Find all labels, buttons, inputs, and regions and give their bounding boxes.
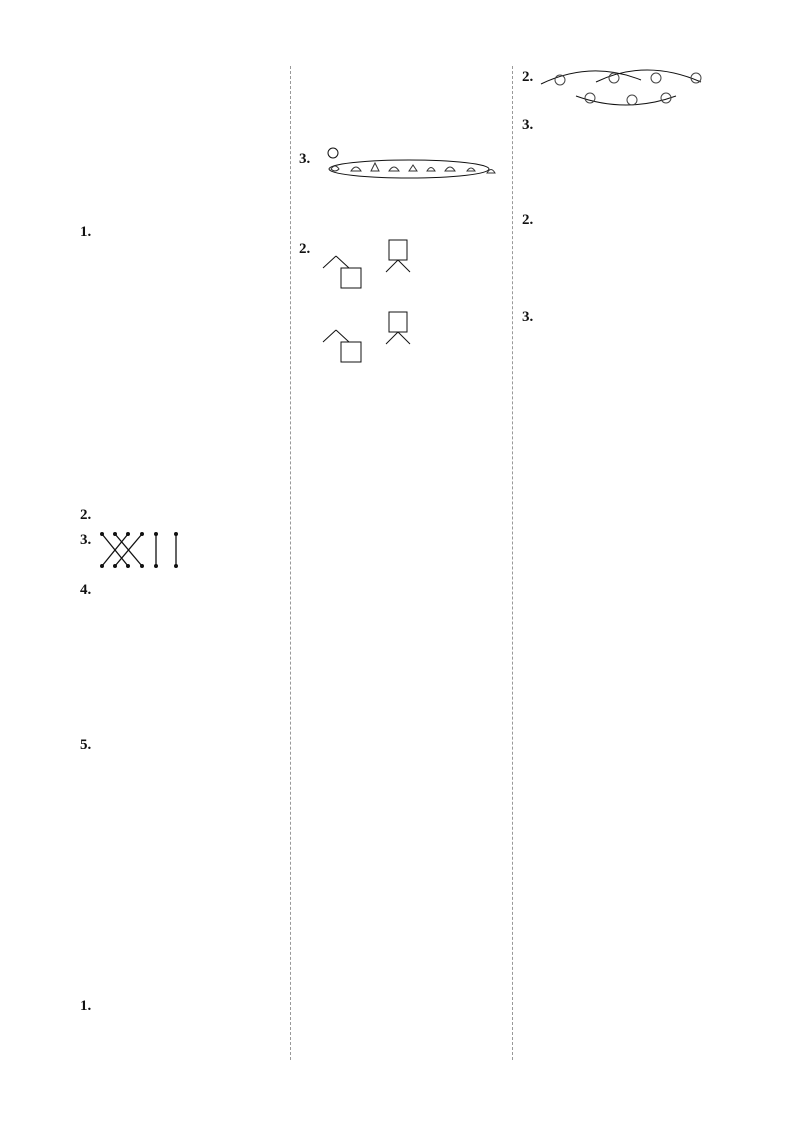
thinking-answer <box>80 912 285 938</box>
answer-line <box>299 121 504 147</box>
answer-row <box>80 784 285 810</box>
answer-row <box>80 630 285 656</box>
thinking-answer <box>299 66 504 92</box>
thinking-answer <box>522 156 722 182</box>
thinking-answer <box>80 143 285 169</box>
friday-q2-figure: 2. <box>522 212 534 229</box>
matching-lines-figure <box>98 530 198 570</box>
section-title <box>522 182 722 208</box>
answer-row <box>80 451 285 477</box>
answer-line <box>80 66 285 92</box>
answer-row <box>80 707 285 733</box>
column-3 <box>522 66 722 452</box>
answer-line: 3. <box>299 147 504 183</box>
week-title <box>80 938 285 968</box>
answer-row: 5. <box>80 736 92 753</box>
answer-row <box>80 655 285 681</box>
answer-row <box>80 758 285 784</box>
answer-line: 3. <box>522 308 534 325</box>
monday-q1-answers <box>80 994 285 1020</box>
section-title <box>80 968 285 994</box>
thinking-answer <box>299 378 504 404</box>
section-title <box>522 279 722 305</box>
answer-row <box>80 400 285 426</box>
weekend-q1-answers <box>80 220 285 503</box>
answer-row <box>80 477 285 503</box>
column-separator <box>290 66 291 1060</box>
answer-line: 3. <box>80 528 285 578</box>
answer-row: 1. <box>80 224 92 241</box>
answer-note <box>522 426 722 452</box>
answer-row <box>80 246 285 272</box>
answer-row: 1. <box>80 997 92 1014</box>
answer-note <box>80 169 285 195</box>
column-1 <box>80 66 285 1019</box>
section-title <box>299 404 504 430</box>
weekend-q4-answers <box>80 578 285 732</box>
ten-frame-figure <box>522 330 722 426</box>
answer-row <box>80 681 285 707</box>
section-title <box>299 213 504 239</box>
number-split-trees: 2. <box>299 238 504 378</box>
answer-row <box>80 374 285 400</box>
animal-number-figure: 2. <box>522 66 722 110</box>
answer-row <box>80 297 285 323</box>
thinking-answer <box>299 183 504 209</box>
answer-row <box>80 604 285 630</box>
answer-line <box>80 92 285 118</box>
answer-row <box>80 272 285 298</box>
answer-line: 2. <box>80 506 92 523</box>
thinking-answer <box>522 253 722 279</box>
animal-grouping-figure <box>321 147 501 181</box>
answer-row <box>80 349 285 375</box>
answer-row: 4. <box>80 582 92 599</box>
answer-row <box>80 323 285 349</box>
section-title <box>299 96 504 122</box>
answer-row <box>80 887 285 913</box>
column-2 <box>299 66 504 430</box>
column-separator <box>512 66 513 1060</box>
answer-row <box>80 810 285 836</box>
answer-row <box>80 861 285 887</box>
nine-dots-figure: 3. <box>522 117 534 133</box>
answer-note <box>80 117 285 143</box>
answer-row <box>80 426 285 452</box>
section-title <box>80 194 285 220</box>
answer-row <box>80 835 285 861</box>
weekend-q5-answers <box>80 733 285 913</box>
